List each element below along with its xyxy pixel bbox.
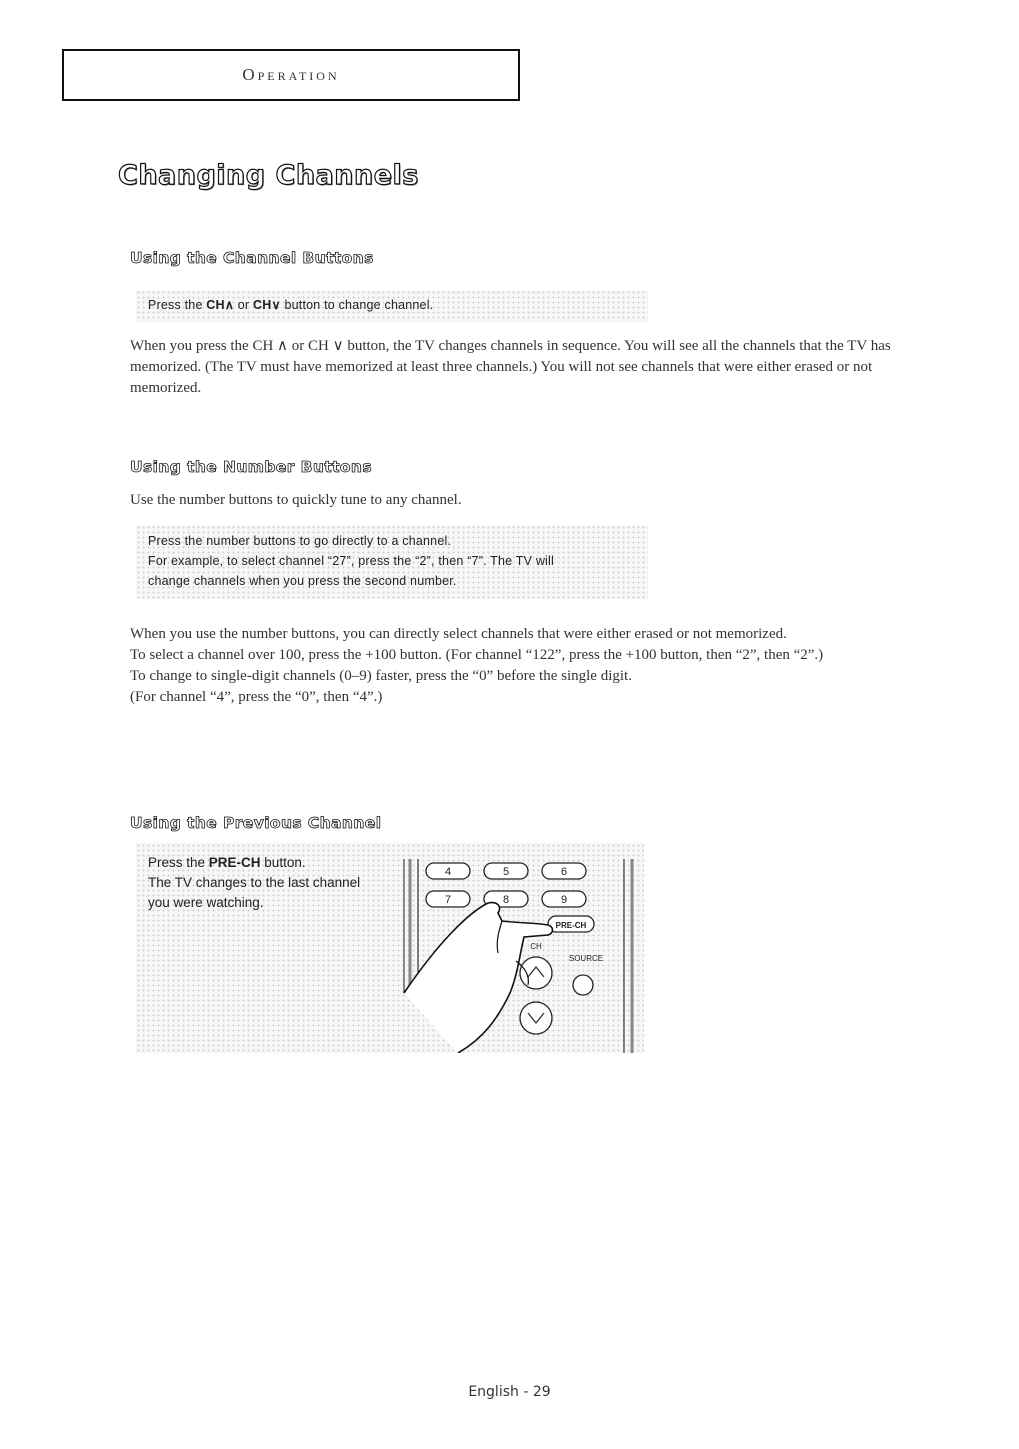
prech-key — [548, 916, 594, 932]
ch-up-icon: ∧ — [224, 298, 235, 312]
heading-previous-channel: Using the Previous Channel — [130, 814, 382, 832]
page-number: English - 29 — [468, 1384, 551, 1400]
paragraph-line: (For channel “4”, press the “0”, then “4”.) — [130, 689, 383, 705]
svg-text:PRE-CH: PRE-CH — [555, 921, 587, 930]
svg-text:7: 7 — [444, 894, 452, 906]
paragraph-line: To select a channel over 100, press the +100 button. (For channel “122”, press the +100 button, then “2”, then “2”.) — [130, 647, 824, 663]
paragraph-line: When you use the number buttons, you can directly select channels that were either erased or not memorized. — [130, 626, 787, 642]
body-number-buttons — [130, 624, 910, 708]
remote-control-illustration — [398, 843, 644, 1053]
instruction-line: Press the number buttons to go directly to a channel. — [148, 534, 452, 548]
instruction-number-buttons — [136, 525, 648, 599]
heading-number-buttons: Using the Number Buttons — [130, 458, 372, 476]
svg-text:8: 8 — [502, 894, 510, 906]
key-7 — [426, 891, 470, 907]
heading-channel-buttons: Using the Channel Buttons — [130, 249, 374, 267]
instruction-line: change channels when you press the second number. — [148, 574, 457, 588]
ch-down-icon: ∨ — [271, 298, 281, 312]
source-label: SOURCE — [568, 954, 604, 963]
svg-text:6: 6 — [560, 866, 568, 878]
instruction-channel-buttons: Press the CH∧ or CH∨ button to change channel. — [136, 290, 648, 322]
key-5 — [484, 863, 528, 879]
intro-number-buttons: Use the number buttons to quickly tune to any channel. — [130, 492, 462, 508]
svg-text:4: 4 — [444, 866, 452, 878]
instruction-line: For example, to select channel “27”, press the “2”, then “7”. The TV will — [148, 554, 554, 568]
prech-instruction-text: Press the PRE-CH button. The TV changes to the last channel you were watching. — [148, 855, 361, 910]
ch-down-key — [520, 1002, 552, 1034]
source-key — [573, 975, 593, 995]
instruction-previous-channel — [136, 843, 644, 1053]
section-header-label: Operation — [242, 65, 340, 84]
key-9 — [542, 891, 586, 907]
prech-button-name: PRE-CH — [208, 855, 261, 870]
section-header-box — [62, 49, 520, 101]
svg-text:5: 5 — [502, 866, 510, 878]
paragraph-channel-buttons: When you press the CH ∧ or CH ∨ button, the TV changes channels in sequence. You will see all the channels that the TV has memorized. (The TV must have memorized at least three channels.) You will not see channels that were either erased or not memorized. — [130, 338, 891, 396]
key-6 — [542, 863, 586, 879]
ch-up-key — [520, 957, 552, 989]
key-4 — [426, 863, 470, 879]
svg-text:9: 9 — [560, 894, 568, 906]
ch-label: CH — [530, 942, 542, 951]
page-title: Changing Channels — [118, 160, 419, 191]
paragraph-line: To change to single-digit channels (0–9) faster, press the “0” before the single digit. — [130, 668, 632, 684]
